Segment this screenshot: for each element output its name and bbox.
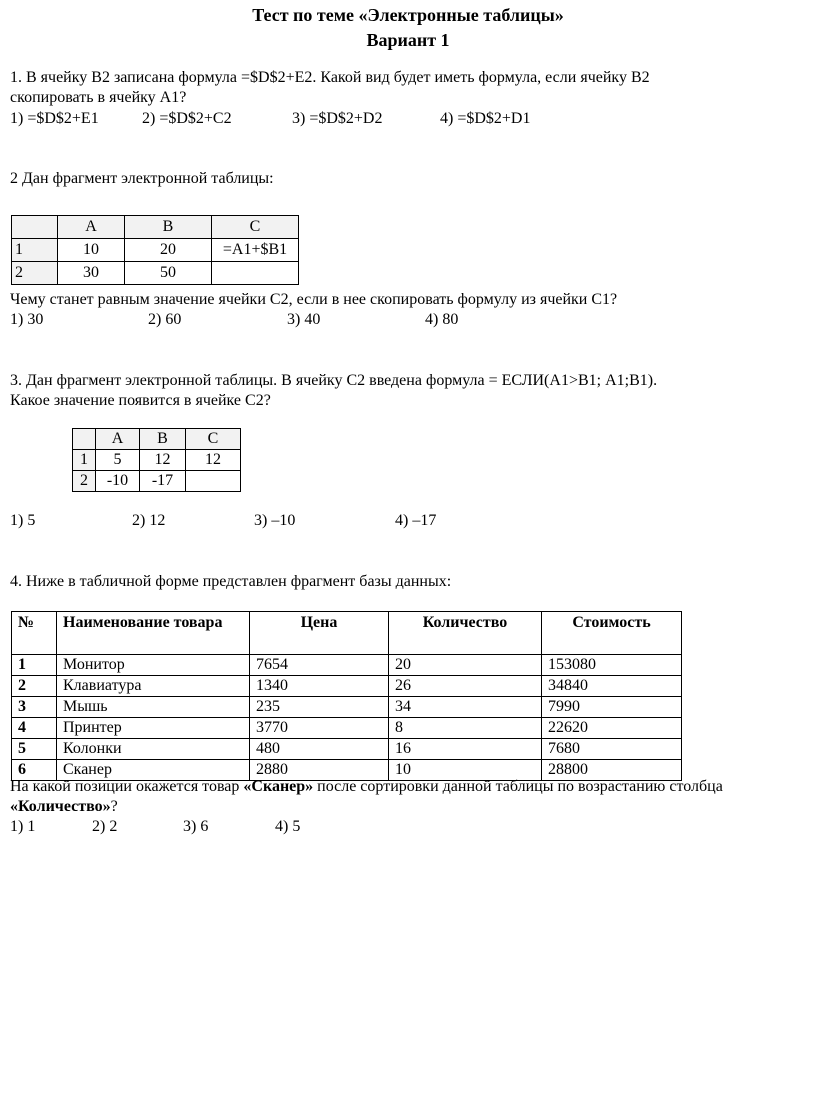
row-number: 2 <box>12 676 57 697</box>
table-cell: 30 <box>58 262 125 285</box>
page-title: Тест по теме «Электронные таблицы» <box>252 5 564 25</box>
table-cell: 12 <box>186 450 241 471</box>
table-cell: Сканер <box>57 760 250 781</box>
q1-option-1: 1) =$D$2+E1 <box>10 110 99 127</box>
q4-question-text: На какой позиции окажется товар <box>10 778 244 795</box>
q1-option-4: 4) =$D$2+D1 <box>440 110 531 127</box>
corner-cell <box>12 216 58 239</box>
table-cell: Принтер <box>57 718 250 739</box>
q4-column-name: «Количество» <box>10 798 111 815</box>
row-header: 2 <box>12 262 58 285</box>
column-header: № <box>12 612 57 655</box>
table-cell: Монитор <box>57 655 250 676</box>
table-row <box>12 239 299 262</box>
table-cell: 50 <box>125 262 212 285</box>
table-cell: 10 <box>58 239 125 262</box>
q4-question-mark: ? <box>110 798 118 815</box>
row-number: 6 <box>12 760 57 781</box>
q2-spreadsheet-table <box>11 215 299 285</box>
table-cell: 22620 <box>542 718 682 739</box>
column-header: Наименование товара <box>57 612 250 655</box>
table-cell: Клавиатура <box>57 676 250 697</box>
q1-text-line2: скопировать в ячейку А1? <box>10 89 187 106</box>
table-row <box>12 655 682 676</box>
table-cell: 7654 <box>250 655 389 676</box>
row-header: 1 <box>73 450 96 471</box>
table-cell: 2880 <box>250 760 389 781</box>
row-header: 1 <box>12 239 58 262</box>
table-cell: 153080 <box>542 655 682 676</box>
table-row <box>12 718 682 739</box>
table-row <box>73 429 241 450</box>
table-cell: 7990 <box>542 697 682 718</box>
column-header: A <box>58 216 125 239</box>
table-cell <box>186 471 241 492</box>
table-cell: 34840 <box>542 676 682 697</box>
q1-option-3: 3) =$D$2+D2 <box>292 110 383 127</box>
q3-option-3: 3) –10 <box>254 512 296 529</box>
q2-option-4: 4) 80 <box>425 311 459 328</box>
table-cell: =A1+$B1 <box>212 239 299 262</box>
column-header: C <box>212 216 299 239</box>
q2-question: Чему станет равным значение ячейки С2, если в нее скопировать формулу из ячейки С1? <box>10 291 618 308</box>
table-row <box>12 262 299 285</box>
table-cell: 20 <box>125 239 212 262</box>
table-row <box>12 216 299 239</box>
table-cell: 3770 <box>250 718 389 739</box>
table-cell: 7680 <box>542 739 682 760</box>
q4-option-4: 4) 5 <box>275 818 301 835</box>
table-cell: 10 <box>389 760 542 781</box>
table-cell: Колонки <box>57 739 250 760</box>
table-cell: 20 <box>389 655 542 676</box>
q1-option-2: 2) =$D$2+C2 <box>142 110 232 127</box>
table-cell: -17 <box>140 471 186 492</box>
q4-question-line1 <box>10 778 723 796</box>
q4-option-3: 3) 6 <box>183 818 209 835</box>
column-header: Цена <box>250 612 389 655</box>
q4-product-name: «Сканер» <box>243 778 314 795</box>
table-header-row <box>12 612 682 655</box>
table-cell <box>212 262 299 285</box>
table-cell: 1340 <box>250 676 389 697</box>
q3-option-4: 4) –17 <box>395 512 437 529</box>
table-row <box>12 676 682 697</box>
table-row <box>73 450 241 471</box>
column-header: Количество <box>389 612 542 655</box>
column-header: A <box>96 429 140 450</box>
q3-option-1: 1) 5 <box>10 512 36 529</box>
q4-question-text-cont: после сортировки данной таблицы по возрастанию столбца <box>313 778 723 795</box>
column-header: B <box>125 216 212 239</box>
q2-intro: 2 Дан фрагмент электронной таблицы: <box>10 170 274 187</box>
table-cell: -10 <box>96 471 140 492</box>
q2-option-2: 2) 60 <box>148 311 182 328</box>
row-number: 3 <box>12 697 57 718</box>
q4-option-1: 1) 1 <box>10 818 36 835</box>
table-cell: 235 <box>250 697 389 718</box>
row-number: 4 <box>12 718 57 739</box>
table-cell: 480 <box>250 739 389 760</box>
table-cell: 5 <box>96 450 140 471</box>
q2-option-1: 1) 30 <box>10 311 44 328</box>
q4-option-2: 2) 2 <box>92 818 118 835</box>
table-cell: 28800 <box>542 760 682 781</box>
variant-label: Вариант 1 <box>366 30 450 50</box>
row-number: 5 <box>12 739 57 760</box>
table-row <box>73 471 241 492</box>
column-header: B <box>140 429 186 450</box>
row-number: 1 <box>12 655 57 676</box>
q4-intro: 4. Ниже в табличной форме представлен фрагмент базы данных: <box>10 573 452 590</box>
table-cell: 26 <box>389 676 542 697</box>
q4-question-line2 <box>10 798 118 816</box>
corner-cell <box>73 429 96 450</box>
column-header: Стоимость <box>542 612 682 655</box>
table-cell: 12 <box>140 450 186 471</box>
table-cell: 8 <box>389 718 542 739</box>
q3-text-line2: Какое значение появится в ячейке С2? <box>10 392 271 409</box>
table-cell: Мышь <box>57 697 250 718</box>
table-row <box>12 697 682 718</box>
table-cell: 34 <box>389 697 542 718</box>
q1-text-line1: 1. В ячейку В2 записана формула =$D$2+E2. Какой вид будет иметь формула, если ячейку В2 <box>10 69 650 86</box>
column-header: C <box>186 429 241 450</box>
q4-database-table <box>11 611 682 781</box>
table-cell: 16 <box>389 739 542 760</box>
q3-option-2: 2) 12 <box>132 512 166 529</box>
q3-spreadsheet-table <box>72 428 241 492</box>
q2-option-3: 3) 40 <box>287 311 321 328</box>
table-row <box>12 739 682 760</box>
q3-text-line1: 3. Дан фрагмент электронной таблицы. В ячейку С2 введена формула = ЕСЛИ(А1>В1; А1;В1). <box>10 372 658 389</box>
row-header: 2 <box>73 471 96 492</box>
